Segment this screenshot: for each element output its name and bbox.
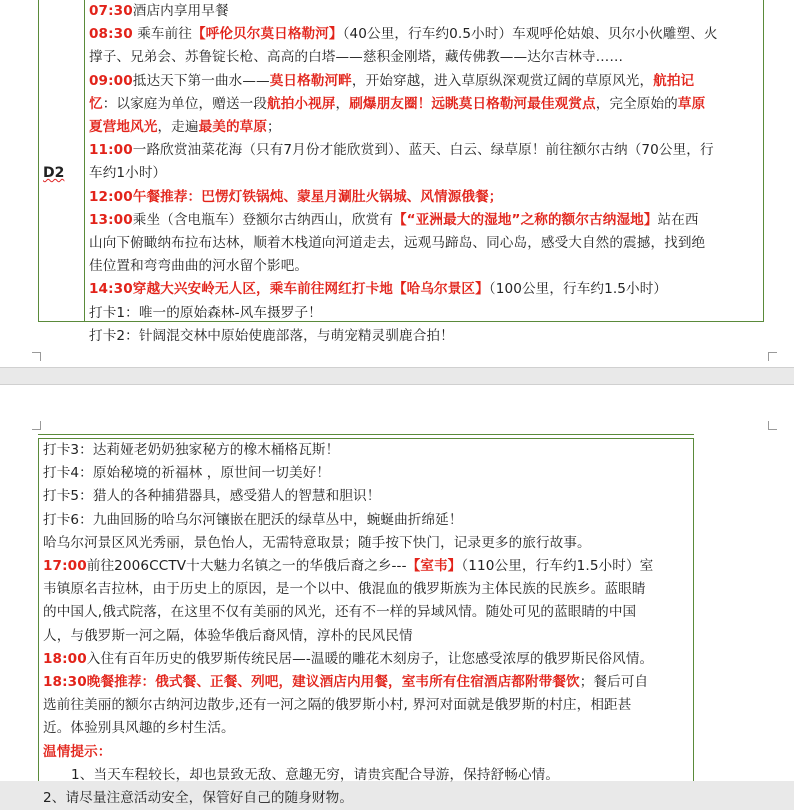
highlight-text: 11:00 (89, 142, 133, 159)
text-line (89, 209, 759, 232)
text-segment: 打卡3：达莉娅老奶奶独家秘方的橡木桶格瓦斯！ (43, 442, 340, 458)
text-line (43, 439, 689, 462)
highlight-text: 航拍小视屏 (267, 95, 336, 112)
day-label-cell (39, 0, 85, 321)
highlight-text: 08:30 (89, 26, 133, 43)
text-segment: 打卡4：原始秘境的祈福林 ，原世间一切美好！ (43, 465, 331, 482)
text-segment: 佳位置和弯弯曲曲的河水留个影吧。 (89, 258, 309, 275)
text-line (43, 532, 689, 555)
text-segment: 山向下俯瞰纳布拉布达林，顺着木栈道向河道走去，远观马蹄岛、同心岛，感受大自然的震撼，找到绝 (89, 235, 706, 252)
highlight-text: 航拍记 (653, 72, 695, 89)
text-line (43, 671, 689, 694)
highlight-text: 刷爆朋友圈！远眺莫日格勒河最佳观赏点 (349, 95, 596, 112)
highlight-text: 18:30晚餐推荐：俄式餐、正餐、列吧，建议酒店内用餐，室韦所有住宿酒店都附带餐饮 (43, 674, 580, 691)
text-line (89, 325, 759, 348)
highlight-text: 最美的草原 (198, 119, 268, 136)
text-line (43, 555, 689, 578)
text-segment: 打卡1：唯一的原始森林-风车摄罗子！ (89, 304, 322, 321)
highlight-text: 温情提示： (43, 743, 112, 760)
itinerary-table-day2 (38, 0, 764, 344)
text-line (89, 302, 759, 325)
text-segment: 站在西 (657, 211, 699, 228)
text-segment: 选前往美丽的额尔古纳河边散步,还有一河之隔的俄罗斯小村, 界河对面就是俄罗斯的村庄，相距甚 (43, 697, 632, 714)
highlight-text: 07:30 (89, 3, 133, 19)
text-segment: ，开始穿越，进入草原纵深观赏辽阔的草原风光， (351, 72, 654, 89)
text-segment: 人，与俄罗斯一河之隔，体验华俄后裔风情，淳朴的民风民情 (43, 627, 413, 644)
highlight-text: 17:00 (43, 558, 87, 575)
text-line (43, 578, 689, 601)
page-corner-mark (768, 421, 777, 430)
text-segment: ； (267, 119, 281, 136)
text-segment: 哈乌尔河景区风光秀丽，景色怡人，无需特意取景；随手按下快门，记录更多的旅行故事。 (43, 534, 591, 551)
text-segment: 入住有百年历史的俄罗斯传统民居—-温暖的雕花木刻房子，让您感受浓厚的俄罗斯民俗风情。 (86, 650, 654, 667)
text-segment: 前往2006CCTV十大魅力名镇之一的华俄后裔之乡--- (86, 558, 407, 575)
page-corner-mark (32, 352, 41, 361)
document-page-2 (0, 384, 794, 807)
highlight-text: 09:00 (89, 72, 133, 89)
text-line (43, 625, 689, 648)
text-line (43, 787, 689, 810)
text-segment: 的中国人,俄式院落，在这里不仅有美丽的风光，还有不一样的异域风情。随处可见的蓝眼睛的中国 (43, 604, 637, 621)
text-segment: ：以家庭为单位，赠送一段 (102, 95, 268, 112)
text-line (43, 462, 689, 485)
highlight-text: 【室韦】 (406, 558, 462, 575)
text-segment: （110公里，行车约1.5小时）室 (461, 558, 654, 575)
highlight-text: 莫日格勒河畔 (269, 72, 352, 89)
itinerary-cell (89, 0, 759, 344)
text-line (89, 0, 759, 23)
highlight-text: 13:00 (89, 211, 133, 228)
page-corner-mark (768, 352, 777, 361)
text-segment: 2、请尽量注意活动安全，保管好自己的随身财物。 (43, 790, 354, 807)
itinerary-cell (43, 439, 689, 810)
text-segment: ，走遍 (157, 119, 199, 136)
itinerary-table-continued (38, 438, 694, 807)
text-segment: 打卡6：九曲回肠的哈乌尔河镶嵌在肥沃的绿草丛中，蜿蜒曲折绵延！ (43, 511, 463, 528)
text-line (89, 162, 759, 185)
text-line (43, 764, 689, 787)
highlight-text: 夏营地风光 (89, 119, 158, 136)
highlight-text: 12:00午餐推荐：巴愣灯铁锅炖、蒙星月涮肚火锅城、风情源俄餐； (89, 188, 503, 205)
text-segment: （100公里，行车约1.5小时） (488, 281, 668, 298)
text-line (89, 23, 759, 46)
text-segment: ， (335, 95, 350, 112)
text-line (89, 278, 759, 301)
text-segment: 1、当天车程较长，却也景致无敌、意趣无穷，请贵宾配合导游，保持舒畅心情。 (71, 766, 560, 783)
highlight-text: 14:30穿越大兴安岭无人区，乘车前往网红打卡地【哈乌尔景区】 (89, 281, 489, 298)
highlight-text: 忆 (89, 95, 103, 112)
text-line (89, 255, 759, 278)
text-line (43, 485, 689, 508)
text-segment: 酒店内享用早餐 (132, 3, 229, 19)
text-line (43, 601, 689, 624)
highlight-text: 草原 (677, 95, 706, 112)
text-segment: 近。体验别具风趣的乡村生活。 (43, 720, 235, 737)
text-line (43, 694, 689, 717)
highlight-text: 18:00 (43, 650, 87, 667)
text-segment: 车约1小时） (89, 165, 167, 182)
text-segment: 打卡5：猎人的各种捕猎器具，感受猎人的智慧和胆识！ (43, 488, 381, 505)
highlight-text: 【“亚洲最大的湿地”之称的额尔古纳湿地】 (392, 211, 658, 228)
text-segment: （40公里，行车约0.5小时）车观呼伦姑娘、贝尔小伙雕塑、火 (342, 26, 718, 43)
text-line (89, 139, 759, 162)
text-line (89, 93, 759, 116)
text-segment: ，完全原始的 (595, 95, 678, 112)
text-line (89, 70, 759, 93)
highlight-text: 【呼伦贝尔莫日格勒河】 (191, 26, 343, 43)
text-segment: ；餐后可自 (579, 674, 649, 691)
text-line (43, 741, 689, 764)
text-line (43, 717, 689, 740)
text-line (89, 186, 759, 209)
text-line (43, 509, 689, 532)
text-line (89, 46, 759, 69)
text-segment: 韦镇原名吉拉林，由于历史上的原因，是一个以中、俄混血的俄罗斯族为主体民族的民族乡。蓝眼睛 (43, 581, 646, 598)
text-line (89, 232, 759, 255)
document-page-1 (0, 0, 794, 368)
text-segment: 撑子、兄弟会、苏鲁锭长枪、高高的白塔——慈积金刚塔，藏传佛教——达尔吉林寺…… (89, 49, 624, 66)
text-segment: 打卡2：针阔混交林中原始使鹿部落，与萌宠精灵驯鹿合拍！ (89, 327, 454, 344)
text-segment: 抵达天下第一曲水—— (132, 72, 270, 89)
text-segment: 乘车前往 (132, 26, 192, 43)
day-label: D2 (43, 165, 65, 181)
text-segment: 乘坐（含电瓶车）登额尔古纳西山，欣赏有 (132, 211, 393, 228)
text-line (89, 116, 759, 139)
text-segment: 一路欣赏油菜花海（只有7月份才能欣赏到）、蓝天、白云、绿草原！前往额尔古纳（70公里，行 (132, 142, 714, 159)
page-corner-mark (32, 421, 41, 430)
text-line (43, 648, 689, 671)
